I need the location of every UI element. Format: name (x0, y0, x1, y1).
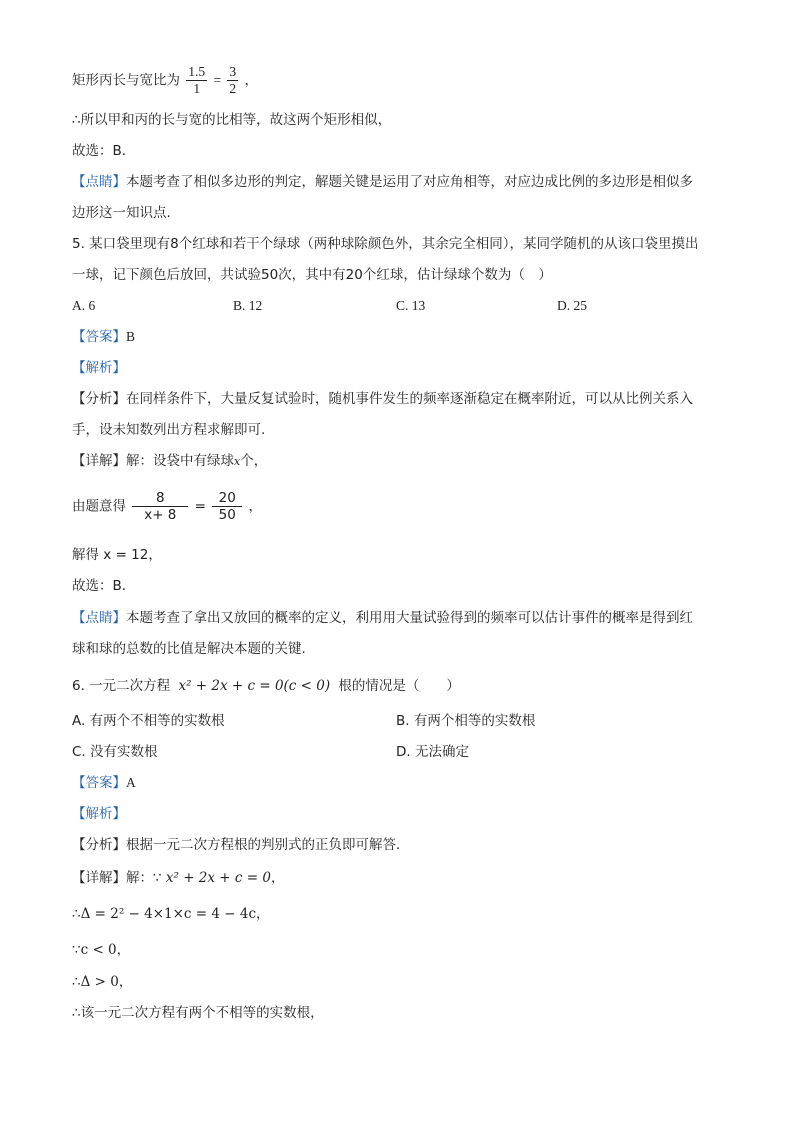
solution-line: 解得 x = 12， (72, 547, 162, 563)
tag-answer: 【答案】 (72, 775, 126, 791)
fraction-2: $\frac{3}{2}$ (229, 64, 237, 96)
answer-line: 【答案】A (72, 775, 136, 791)
question-5-line-1: 5. 某口袋里现有8个红球和若干个绿球（两种球除颜色外，其余完全相同），某同学随机的从该口袋里摸出 (72, 236, 699, 252)
dianjing-line-2: 球和球的总数的比值是解决本题的关键. (72, 641, 306, 657)
tag-fenxi: 【分析】 (72, 837, 126, 853)
text-line: 故选：B． (72, 143, 136, 159)
option-d: D. 25 (557, 298, 587, 313)
ratio-line: 矩形丙长与宽比为 $\frac{1.5}{1}$ = $\frac{3}{2}$ ， (72, 64, 258, 96)
dianjing-line-1: 【点睛】本题考查了拿出又放回的概率的定义，利用用大量试验得到的频率可以估计事件的概率是得到红 (72, 610, 693, 626)
condition-line: ∵c < 0， (72, 942, 131, 958)
tag-xiangjie: 【详解】 (72, 453, 126, 469)
fenxi-line-2: 手，设未知数列出方程求解即可. (72, 422, 266, 438)
fenxi-line: 【分析】根据一元二次方程根的判别式的正负即可解答． (72, 837, 410, 853)
text-line: 边形这一知识点． (72, 205, 180, 221)
tag-xiangjie: 【详解】 (72, 870, 126, 886)
option-b: B. 有两个相等的实数根 (396, 713, 536, 729)
fraction-right: $\frac{20}{50}$ (212, 490, 242, 523)
tag-fenxi: 【分析】 (72, 391, 126, 407)
option-a: A. 有两个不相等的实数根 (72, 713, 225, 729)
tag-dianjing: 【点睛】 (72, 174, 126, 190)
option-c: C. 没有实数根 (72, 744, 158, 760)
tag-analysis: 【解析】 (72, 360, 126, 376)
answer-line: 【答案】B (72, 329, 136, 345)
fraction-1: $\frac{1.5}{1}$ (188, 64, 206, 96)
option-b: B. 12 (233, 298, 263, 313)
xiangjie-line: 【详解】解：设袋中有绿球x个， (72, 453, 268, 469)
question-6-line: 6. 一元二次方程 x² + 2x + c = 0(c < 0) 根的情况是（ ） (72, 678, 460, 694)
tag-answer: 【答案】 (72, 329, 126, 345)
conclusion-line: ∴该一元二次方程有两个不相等的实数根， (72, 1005, 324, 1021)
tag-dianjing: 【点睛】 (72, 610, 126, 626)
note-line: 【点睛】本题考查了相似多边形的判定，解题关键是运用了对应角相等，对应边成比例的多边形是相似多 (72, 174, 693, 190)
option-a: A. 6 (72, 298, 96, 313)
fraction-left: $\frac{8}{x+ 8}$ (132, 490, 188, 523)
equation-line: 由题意得 $\frac{8}{x+ 8}$ = $\frac{20}{50}$ ， (72, 490, 262, 523)
ratio-text: 矩形丙长与宽比为 (72, 72, 180, 89)
xiangjie-line: 【详解】解：∵ x² + 2x + c = 0， (72, 870, 285, 886)
q6-equation: x² + 2x + c = 0(c < 0) (178, 678, 331, 694)
option-c: C. 13 (396, 298, 426, 313)
option-d: D. 无法确定 (396, 744, 469, 760)
fenxi-line-1: 【分析】在同样条件下，大量反复试验时，随机事件发生的频率逐渐稳定在概率附近，可以从比例关系入 (72, 391, 693, 407)
tag-analysis: 【解析】 (72, 806, 126, 822)
question-5-line-2: 一球，记下颜色后放回，共试验50次，其中有20个红球，估计绿球个数为（ ） (72, 267, 552, 283)
choose-line: 故选：B． (72, 578, 136, 594)
delta-line: ∴Δ = 2² − 4×1×c = 4 − 4c， (72, 906, 270, 922)
delta-positive-line: ∴Δ > 0， (72, 974, 133, 990)
text-line: ∴所以甲和丙的长与宽的比相等，故这两个矩形相似， (72, 112, 392, 128)
